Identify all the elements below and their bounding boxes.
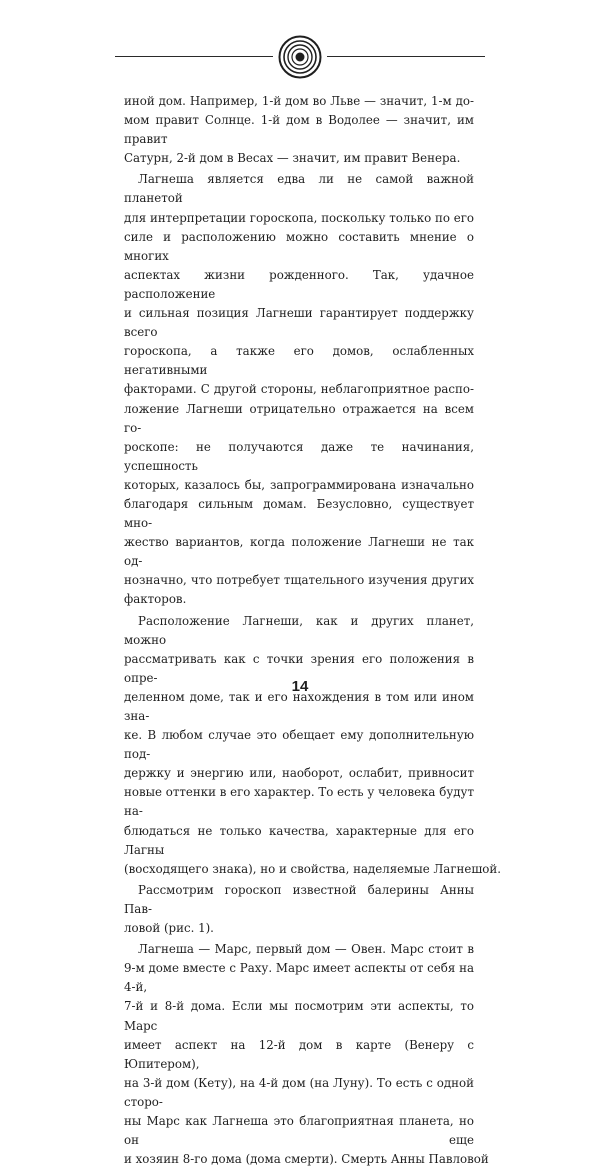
paragraph xyxy=(124,612,502,879)
text-line: держку и энергию или, наоборот, ослабит, привносит xyxy=(124,766,474,781)
text-line: 7-й и 8-й дома. Если мы посмотрим эти аспекты, то Марс xyxy=(124,999,474,1033)
text-line: Рассмотрим гороскоп известной балерины Анны Пав- xyxy=(124,882,474,916)
paragraph xyxy=(124,170,474,609)
text-line: роскопе: не получаются даже те начинания, успешность xyxy=(124,439,474,473)
text-line: 9-м доме вместе с Раху. Марс имеет аспекты от себя на 4-й, xyxy=(124,961,474,995)
text-line: гороскопа, а также его домов, ослабленных негативными xyxy=(124,344,474,378)
paragraph xyxy=(124,881,474,938)
text-line: для интерпретации гороскопа, поскольку только по его xyxy=(124,210,474,225)
page-header xyxy=(115,35,485,79)
text-line: ны Марс как Лагнеша это благоприятная планета, но он еще xyxy=(124,1113,474,1148)
text-line: факторов. xyxy=(124,592,187,607)
header-rule-right xyxy=(327,56,485,57)
text-line: ке. В любом случае это обещает ему дополнительную под- xyxy=(124,728,474,762)
text-line: мом правит Солнце. 1-й дом в Водолее — значит, им правит xyxy=(124,113,474,147)
text-line: иной дом. Например, 1-й дом во Льве — значит, 1-м до- xyxy=(124,94,474,108)
text-line: ложение Лагнеши отрицательно отражается на всем го- xyxy=(124,401,474,435)
text-line: силе и расположению можно составить мнение о многих xyxy=(124,229,474,263)
text-line: жество вариантов, когда положение Лагнеши не так од- xyxy=(124,535,474,569)
body-text xyxy=(124,92,502,1169)
text-line: деленном доме, так и его нахождения в том или ином зна- xyxy=(124,689,474,723)
paragraph xyxy=(124,92,474,168)
text-line: аспектах жизни рожденного. Так, удачное расположение xyxy=(124,267,474,301)
text-line: и хозяин 8-го дома (дома смерти). Смерть Анны Павловой xyxy=(124,1152,489,1167)
concentric-circles-ornament-icon xyxy=(278,35,322,79)
text-line: имеет аспект на 12-й дом в карте (Венеру с Юпитером), xyxy=(124,1037,474,1071)
text-line: Расположение Лагнеши, как и других планет, можно xyxy=(124,613,474,647)
text-line: Лагнеша — Марс, первый дом — Овен. Марс стоит в xyxy=(138,942,474,957)
header-rule-left xyxy=(115,56,273,57)
text-line: новые оттенки в его характер. То есть у человека будут на- xyxy=(124,785,474,819)
text-line: рассматривать как с точки зрения его положения в опре- xyxy=(124,651,474,685)
text-line: и сильная позиция Лагнеши гарантирует поддержку всего xyxy=(124,306,474,340)
text-line: которых, казалось бы, запрограммирована изначально xyxy=(124,477,474,492)
text-line: Лагнеша является едва ли не самой важной планетой xyxy=(124,172,474,206)
page-number: 14 xyxy=(291,678,309,695)
text-line: благодаря сильным домам. Безусловно, существует мно- xyxy=(124,496,474,531)
text-line: блюдаться не только качества, характерные для его Лагны xyxy=(124,823,474,857)
text-line: ловой (рис. 1). xyxy=(124,921,214,936)
paragraph xyxy=(124,940,489,1169)
text-line: (восходящего знака), но и свойства, наделяемые Лагнешой. xyxy=(124,861,502,876)
text-line: факторами. С другой стороны, неблагоприятное распо- xyxy=(124,382,474,397)
text-line: Сатурн, 2-й дом в Весах — значит, им правит Венера. xyxy=(124,151,461,166)
text-line: на 3-й дом (Кету), на 4-й дом (на Луну). То есть с одной сторо- xyxy=(124,1075,474,1109)
text-line: нозначно, что потребует тщательного изучения других xyxy=(124,573,474,588)
